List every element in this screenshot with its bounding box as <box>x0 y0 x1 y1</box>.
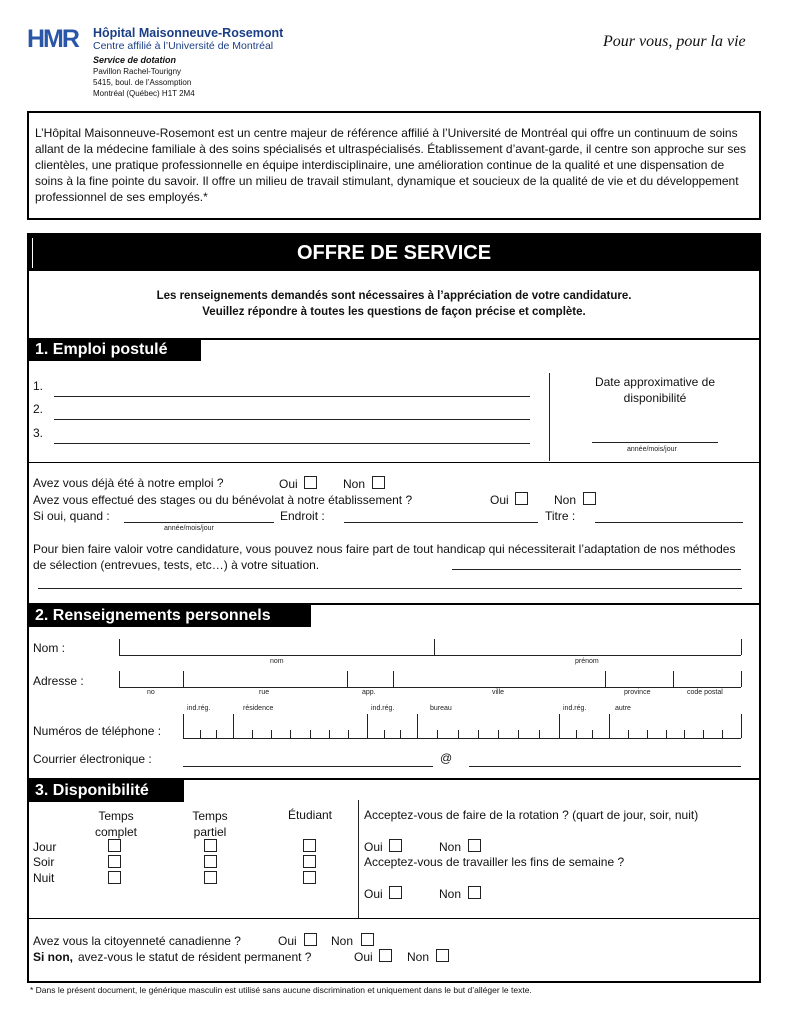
phone-hint-area1: ind.rég. <box>187 705 211 712</box>
q-rotation-yes-label: Oui <box>364 840 383 854</box>
form-title: OFFRE DE SERVICE <box>296 242 492 264</box>
job-item-2-field[interactable] <box>54 419 530 420</box>
q-citizen-no-label: Non <box>331 934 354 948</box>
job-item-2-label: 2. <box>33 402 44 416</box>
name-field[interactable] <box>119 655 741 656</box>
phone-hint-other: autre <box>615 705 631 712</box>
evening-full-checkbox[interactable] <box>108 855 121 868</box>
q-employed-no-checkbox[interactable] <box>372 476 385 489</box>
job-item-3-field[interactable] <box>54 443 530 444</box>
phone-digit-tick <box>348 730 349 738</box>
availability-date-label: Date approximative de disponibilité <box>594 375 716 405</box>
q-weekend-no-label: Non <box>439 887 462 901</box>
email-user-field[interactable] <box>183 766 433 767</box>
phone-digit-tick <box>290 730 291 738</box>
phone-digit-tick <box>437 730 438 738</box>
night-part-checkbox[interactable] <box>204 871 217 884</box>
email-at: @ <box>440 751 453 765</box>
section1-divider <box>549 373 550 461</box>
address-line3: Montréal (Québec) H1T 2M4 <box>93 89 195 98</box>
slogan: Pour vous, pour la vie <box>603 33 746 50</box>
section1-title: 1. Emploi postulé <box>29 339 201 361</box>
addr-hint-postal: code postal <box>687 689 723 696</box>
phone-digit-tick <box>647 730 648 738</box>
address-line2: 5415, boul. de l’Assomption <box>93 78 192 87</box>
when-label: Si oui, quand : <box>33 509 110 523</box>
q-citizen-yes-label: Oui <box>278 934 297 948</box>
phone-digit-tick <box>400 730 401 738</box>
section2-title: 2. Renseignements personnels <box>29 605 311 627</box>
q-rotation-no-label: Non <box>439 840 462 854</box>
section3-title: 3. Disponibilité <box>29 780 184 802</box>
phone-digit-tick <box>628 730 629 738</box>
name-label: Nom : <box>33 641 66 655</box>
row-evening: Soir <box>33 855 55 869</box>
phone-digit-tick <box>200 730 201 738</box>
addr-hint-province: province <box>624 689 651 696</box>
phone-digit-tick <box>216 730 217 738</box>
handicap-field-2[interactable] <box>38 588 742 589</box>
intro-box <box>27 111 761 220</box>
title-field[interactable] <box>595 522 743 523</box>
q-employed: Avez vous déjà été à notre emploi ? <box>33 476 224 490</box>
addr-hint-street: rue <box>259 689 270 696</box>
col-student: Étudiant <box>287 808 333 822</box>
phone-hint-area3: ind.rég. <box>563 705 587 712</box>
phone-hint-area2: ind.rég. <box>371 705 395 712</box>
phone-separator <box>183 714 184 738</box>
hospital-name: Hôpital Maisonneuve-Rosemont <box>93 26 284 40</box>
service-name: Service de dotation <box>93 55 177 65</box>
day-student-checkbox[interactable] <box>303 839 316 852</box>
phone-digit-tick <box>252 730 253 738</box>
phone-digit-tick <box>576 730 577 738</box>
phone-digit-tick <box>478 730 479 738</box>
day-part-checkbox[interactable] <box>204 839 217 852</box>
evening-student-checkbox[interactable] <box>303 855 316 868</box>
q-rotation: Acceptez-vous de faire de la rotation ? (quart de jour, soir, nuit) <box>364 808 699 822</box>
form-title-bar <box>29 235 759 271</box>
where-label: Endroit : <box>280 509 325 523</box>
phone-digit-tick <box>458 730 459 738</box>
job-item-1-field[interactable] <box>54 396 530 397</box>
job-item-1-label: 1. <box>33 379 44 393</box>
name-hint-last: nom <box>270 658 284 665</box>
phone-digit-tick <box>592 730 593 738</box>
day-full-checkbox[interactable] <box>108 839 121 852</box>
q-internship-no-label: Non <box>554 493 577 507</box>
phone-digit-tick <box>271 730 272 738</box>
phone-field[interactable] <box>183 738 741 739</box>
q-weekend: Acceptez-vous de travailler les fins de semaine ? <box>364 855 625 869</box>
title-label: Titre : <box>545 509 576 523</box>
q-rotation-yes-checkbox[interactable] <box>389 839 402 852</box>
when-hint: année/mois/jour <box>164 525 214 532</box>
intro-text: L’Hôpital Maisonneuve-Rosemont est un centre majeur de référence affilié à l’Université de Montréal qui offre un continuum de soins allant de la médecine familiale à des soins spécialisés et ultraspécialisés. Établissement d’avant-garde, il centre son approche sur ses clientèles, une pratique professionnelle en équipe interdisciplinaire, une amélioration continue de la qualité et une dispensation de soins à la fine pointe du savoir. Il offre un milieu de travail stimulant, dynamique et soucieux de la qualité de vie et du développement professionnel de ses employés.* <box>35 126 747 204</box>
email-label: Courrier électronique : <box>33 752 152 766</box>
phone-digit-tick <box>539 730 540 738</box>
phone-separator <box>609 714 610 738</box>
phone-digit-tick <box>518 730 519 738</box>
q-citizen-no-checkbox[interactable] <box>361 933 374 946</box>
hospital-affiliation: Centre affilié à l’Université de Montréal <box>93 40 274 52</box>
instructions-line1: Les renseignements demandés sont nécessaires à l’appréciation de votre candidature. <box>156 290 632 302</box>
phone-hint-office: bureau <box>430 705 452 712</box>
night-full-checkbox[interactable] <box>108 871 121 884</box>
q-rotation-no-checkbox[interactable] <box>468 839 481 852</box>
handicap-field-1[interactable] <box>452 569 741 570</box>
q-internship-yes-checkbox[interactable] <box>515 492 528 505</box>
phone-separator <box>233 714 234 738</box>
phone-separator <box>741 714 742 738</box>
when-field[interactable] <box>124 522 274 523</box>
row-day: Jour <box>33 840 57 854</box>
q-employed-yes-checkbox[interactable] <box>304 476 317 489</box>
phone-digit-tick <box>722 730 723 738</box>
phone-separator <box>367 714 368 738</box>
address-field[interactable] <box>119 687 741 688</box>
q-resident-prefix: Si non, <box>33 950 73 964</box>
q-resident-no-label: Non <box>407 950 430 964</box>
evening-part-checkbox[interactable] <box>204 855 217 868</box>
footnote: * Dans le présent document, le générique masculin est utilisé sans aucune discrimination et uniquement dans le but d’alléger le texte. <box>30 985 532 995</box>
phone-digit-tick <box>684 730 685 738</box>
phone-digit-tick <box>666 730 667 738</box>
col-full-time: Temps complet <box>94 809 138 839</box>
q-resident: avez-vous le statut de résident permanent ? <box>78 950 312 964</box>
phone-digit-tick <box>310 730 311 738</box>
q-employed-yes-label: Oui <box>279 477 298 491</box>
phone-hint-home: résidence <box>243 705 274 712</box>
phone-separator <box>559 714 560 738</box>
phone-label: Numéros de téléphone : <box>33 724 162 738</box>
section3-divider <box>358 800 359 918</box>
phone-digit-tick <box>703 730 704 738</box>
row-night: Nuit <box>33 871 55 885</box>
phone-digit-tick <box>329 730 330 738</box>
q-weekend-yes-checkbox[interactable] <box>389 886 402 899</box>
q-weekend-no-checkbox[interactable] <box>468 886 481 899</box>
availability-date-hint: année/mois/jour <box>627 446 677 453</box>
addr-hint-apt: app. <box>362 689 376 696</box>
availability-date-field[interactable] <box>592 442 718 443</box>
addr-hint-city: ville <box>492 689 505 696</box>
q-citizen: Avez vous la citoyenneté canadienne ? <box>33 934 241 948</box>
phone-separator <box>417 714 418 738</box>
q-resident-no-checkbox[interactable] <box>436 949 449 962</box>
logo <box>27 26 89 52</box>
address-line1: Pavillon Rachel-Tourigny <box>93 67 182 76</box>
col-part-time: Temps partiel <box>192 809 228 839</box>
handicap-text: Pour bien faire valoir votre candidature, vous pouvez nous faire part de tout handicap qui nécessiterait l’adaptation de nos méthodes de sélection (entrevues, tests, etc…) à votre situation. <box>33 542 736 572</box>
q-weekend-yes-label: Oui <box>364 887 383 901</box>
q-citizen-yes-checkbox[interactable] <box>304 933 317 946</box>
where-field[interactable] <box>344 522 538 523</box>
instructions-line2: Veuillez répondre à toutes les questions de façon précise et complète. <box>202 306 586 318</box>
night-student-checkbox[interactable] <box>303 871 316 884</box>
q-resident-yes-checkbox[interactable] <box>379 949 392 962</box>
q-employed-no-label: Non <box>343 477 366 491</box>
phone-digit-tick <box>384 730 385 738</box>
email-domain-field[interactable] <box>469 766 741 767</box>
address-label: Adresse : <box>33 674 84 688</box>
phone-digit-tick <box>498 730 499 738</box>
addr-hint-no: no <box>147 689 155 696</box>
job-item-3-label: 3. <box>33 426 44 440</box>
q-internship-yes-label: Oui <box>490 493 509 507</box>
q-resident-yes-label: Oui <box>354 950 373 964</box>
name-hint-first: prénom <box>575 658 599 665</box>
q-internship-no-checkbox[interactable] <box>583 492 596 505</box>
logo-text: HMR <box>27 25 78 53</box>
q-internship: Avez vous effectué des stages ou du bénévolat à notre établissement ? <box>33 493 413 507</box>
